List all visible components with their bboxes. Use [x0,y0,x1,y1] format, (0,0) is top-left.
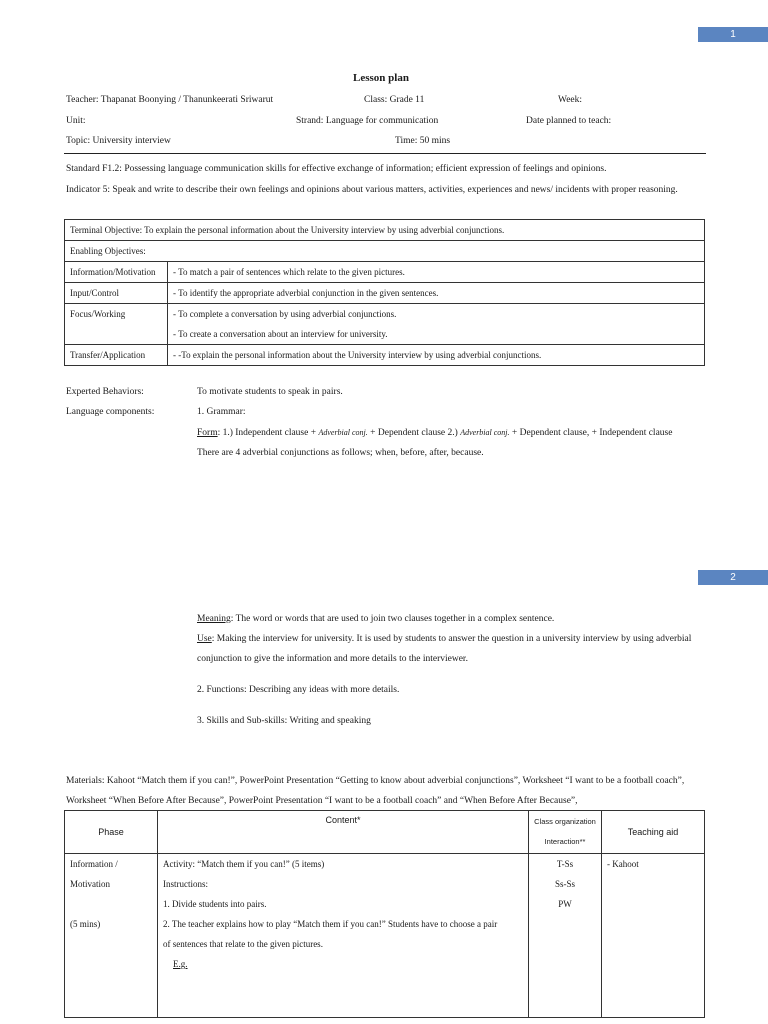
content-header: Content* [158,811,529,854]
form-text: + Dependent clause 2.) [367,428,461,438]
objective-phase-label: Information/Motivation [65,262,168,283]
objective-item-group [168,304,705,345]
phase-duration: (5 mins) [70,919,101,929]
teaching-aid-header: Teaching aid [602,811,705,854]
class-field: Class: Grade 11 [364,95,425,105]
time-field: Time: 50 mins [395,136,451,146]
functions-line: 2. Functions: Describing any ideas with more details. [197,685,400,695]
form-italic: Adverbial conj. [460,428,510,437]
use-line [197,634,691,644]
expected-behaviors-label: Experted Behaviors: [66,387,144,397]
teacher-field: Teacher: Thapanat Boonying / Thanunkeerati Sriwarut [66,95,274,105]
use-text-continued: conjunction to give the information and more details to the interviewer. [197,654,468,664]
class-organization-header [529,811,602,854]
form-label: Form [197,428,218,438]
interaction-item: Ss-Ss [554,879,575,889]
example-label: E.g. [173,959,188,969]
phase-cell [65,854,158,1018]
content-line: Instructions: [163,879,208,889]
objective-item: - To identify the appropriate adverbial conjunction in the given sentences. [168,283,705,304]
objective-phase-label: Focus/Working [65,304,168,345]
strand-field: Strand: Language for communication [296,116,439,126]
procedure-table [64,810,705,1018]
interaction-item: T-Ss [556,859,574,869]
interaction-item: PW [558,899,572,909]
phase-line: Information / [70,859,118,869]
interaction-cell [529,854,602,1018]
objectives-table [64,219,705,366]
page-number-badge: 2 [698,570,768,585]
objective-item: - To complete a conversation by using adverbial conjunctions. [173,309,397,319]
form-italic: Adverbial conj. [318,428,368,437]
content-line: 1. Divide students into pairs. [163,899,267,909]
teaching-aid-item: - Kahoot [607,859,639,869]
interaction-label: Interaction** [544,837,586,846]
phase-line: Motivation [70,879,110,889]
objective-phase-label: Input/Control [65,283,168,304]
grammar-heading: 1. Grammar: [197,407,246,417]
phase-header: Phase [65,811,158,854]
class-organization-label: Class organization [534,817,596,826]
skills-line: 3. Skills and Sub-skills: Writing and speaking [197,716,371,726]
materials-line: Materials: Kahoot “Match them if you can!”, PowerPoint Presentation “Getting to know about adverbial conjunctions”, Worksheet “I want to be a football coach”, [66,776,685,786]
unit-field: Unit: [66,116,86,126]
objective-item: - -To explain the personal information about the University interview by using adverbial conjunctions. [168,345,705,366]
objective-phase-label: Transfer/Application [65,345,168,366]
language-components-label: Language components: [66,407,155,417]
page-number-badge: 1 [698,27,768,42]
form-line [197,428,672,438]
meaning-text: : The word or words that are used to join two clauses together in a complex sentence. [230,614,555,624]
content-line: 2. The teacher explains how to play “Match them if you can!” Students have to choose a pair [163,919,498,929]
terminal-objective: Terminal Objective: To explain the personal information about the University interview by using adverbial conjunctions. [65,220,705,241]
week-field: Week: [558,95,583,105]
use-label: Use [197,634,212,644]
teaching-aid-cell [602,854,705,1018]
form-text: : 1.) Independent clause + [217,428,319,438]
objective-item: - To match a pair of sentences which relate to the given pictures. [168,262,705,283]
standard-text: Standard F1.2: Possessing language communication skills for effective exchange of information; efficient expression of feelings and opinions. [66,164,607,174]
meaning-line [197,614,554,624]
header-divider [64,153,706,154]
materials-line: Worksheet “When Before After Because”, PowerPoint Presentation “I want to be a football coach” and “When Before After Because”, [66,796,578,806]
page-title: Lesson plan [353,72,409,84]
objective-item: - To create a conversation about an interview for university. [173,329,388,339]
content-line: Activity: “Match them if you can!” (5 items) [163,859,325,869]
form-text: + Dependent clause, + Independent clause [509,428,673,438]
phase-spacer [70,894,152,914]
content-line: of sentences that relate to the given pictures. [163,939,323,949]
conjunctions-list: There are 4 adverbial conjunctions as follows; when, before, after, because. [197,448,484,458]
date-planned-field: Date planned to teach: [526,116,612,126]
expected-behaviors-value: To motivate students to speak in pairs. [197,387,343,397]
use-text: : Making the interview for university. It is used by students to answer the question in a university interview by using adverbial [211,634,692,644]
meaning-label: Meaning [197,614,231,624]
content-cell [158,854,529,1018]
topic-field: Topic: University interview [66,136,171,146]
indicator-text: Indicator 5: Speak and write to describe their own feelings and opinions about various matters, activities, experiences and news/ incidents with proper reasoning. [66,185,678,195]
enabling-objectives-label: Enabling Objectives: [65,241,705,262]
